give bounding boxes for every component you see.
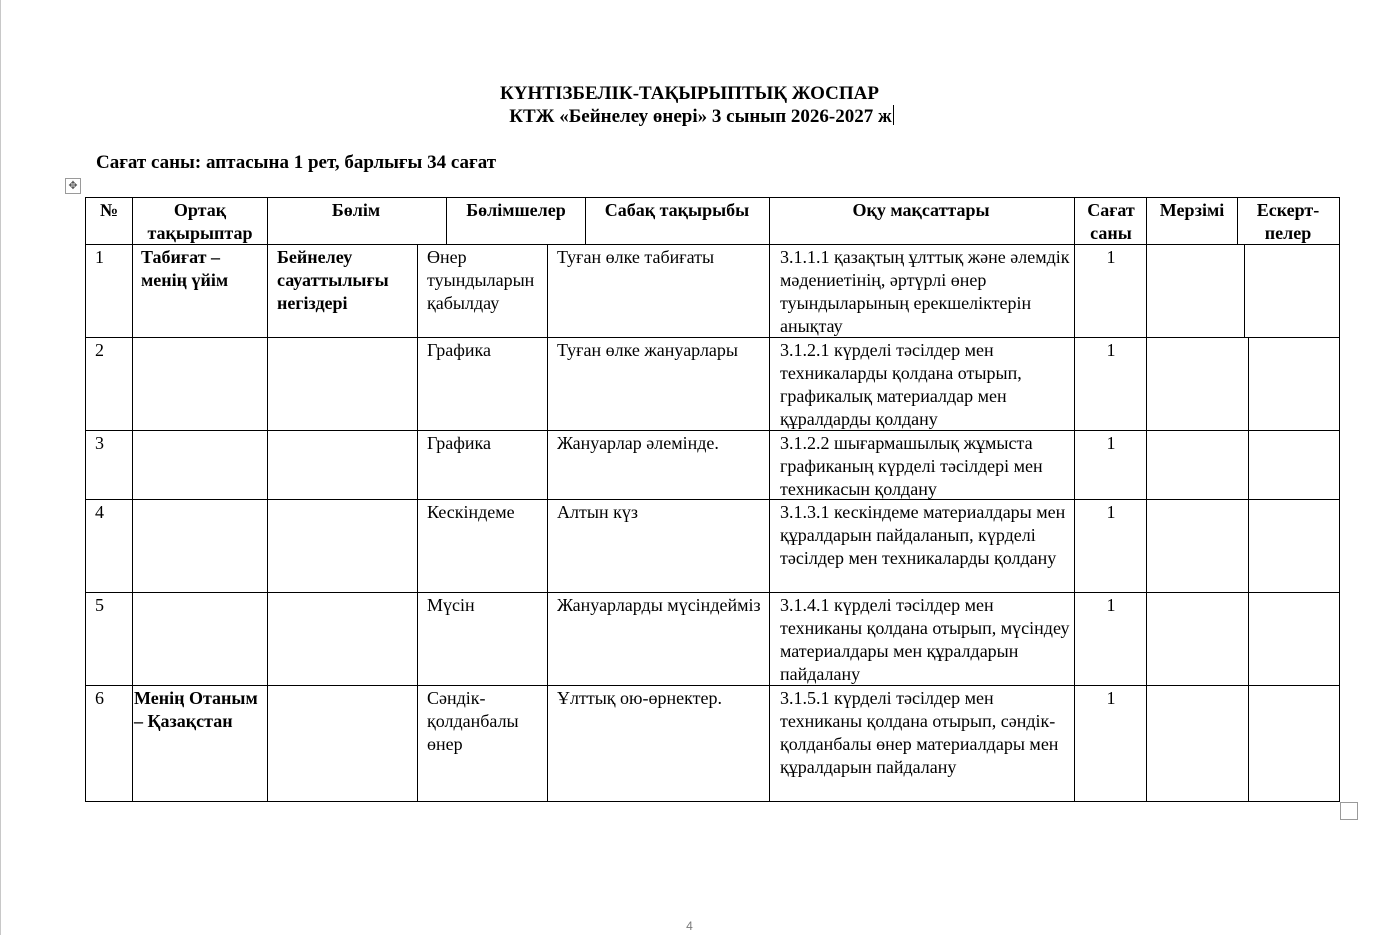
table-column-divider bbox=[85, 430, 86, 500]
table-column-divider bbox=[267, 244, 268, 338]
cell-hours: 1 bbox=[1106, 247, 1116, 267]
table-column-divider bbox=[1339, 244, 1340, 338]
table-column-divider bbox=[1074, 244, 1075, 338]
table-column-divider bbox=[1146, 430, 1147, 500]
cell-learning-objective: 3.1.5.1 күрделі тәсілдер мен техниканы қолдана отырып, сәндік-қолданбалы өнер материалдары мен құралдарын пайдалану bbox=[780, 688, 1059, 777]
table-column-divider bbox=[1248, 685, 1249, 802]
cell-hours: 1 bbox=[1106, 688, 1116, 708]
cell-common-topic: Табиғат – менің үйім bbox=[141, 247, 229, 290]
cell-number: 1 bbox=[95, 247, 104, 267]
table-row-divider bbox=[85, 244, 1340, 245]
table-column-divider bbox=[1339, 592, 1340, 686]
cell-lesson-topic: Туған өлке табиғаты bbox=[557, 247, 715, 267]
table-column-divider bbox=[769, 592, 770, 686]
cell-lesson-topic: Жануарларды мүсіндейміз bbox=[557, 595, 761, 615]
table-column-divider bbox=[1074, 197, 1075, 245]
cell-subsection: Кескіндеме bbox=[427, 502, 515, 522]
cell-lesson-topic: Туған өлке жануарлары bbox=[557, 340, 739, 360]
table-column-divider bbox=[85, 592, 86, 686]
table-column-divider bbox=[1074, 685, 1075, 802]
table-row-divider bbox=[85, 430, 1340, 431]
table-column-divider bbox=[1339, 430, 1340, 500]
table-row-divider bbox=[85, 801, 1340, 802]
cell-subsection: Өнер туындыларын қабылдау bbox=[427, 247, 535, 313]
cell-number: 6 bbox=[95, 688, 104, 708]
text-cursor bbox=[893, 105, 894, 125]
cell-number: 5 bbox=[95, 595, 104, 615]
header-learning-objectives: Оқу мақсаттары bbox=[852, 200, 990, 220]
table-column-divider bbox=[267, 592, 268, 686]
cell-learning-objective: 3.1.4.1 күрделі тәсілдер мен техниканы қолдана отырып, мүсіндеу материалдары мен құралдарын пайдалану bbox=[780, 595, 1070, 684]
table-column-divider bbox=[132, 244, 133, 338]
table-column-divider bbox=[85, 337, 86, 431]
cell-lesson-topic: Алтын күз bbox=[557, 502, 638, 522]
table-column-divider bbox=[547, 499, 548, 593]
cell-number: 3 bbox=[95, 433, 104, 453]
table-column-divider bbox=[1146, 592, 1147, 686]
header-date: Мерзімі bbox=[1159, 200, 1225, 220]
table-column-divider bbox=[85, 685, 86, 802]
cell-section: Бейнелеу сауаттылығы негіздері bbox=[277, 247, 389, 313]
cell-learning-objective: 3.1.2.1 күрделі тәсілдер мен техникаларды қолдана отырып, графикалық материалдар мен құралдарды қолдану bbox=[780, 340, 1022, 429]
cell-hours: 1 bbox=[1106, 502, 1116, 522]
table-column-divider bbox=[769, 197, 770, 245]
table-column-divider bbox=[547, 430, 548, 500]
table-column-divider bbox=[1339, 337, 1340, 431]
table-column-divider bbox=[1339, 197, 1340, 245]
table-column-divider bbox=[417, 244, 418, 338]
table-column-divider bbox=[769, 685, 770, 802]
table-column-divider bbox=[1146, 685, 1147, 802]
table-column-divider bbox=[769, 337, 770, 431]
table-row-divider bbox=[85, 499, 1340, 500]
table-column-divider bbox=[1248, 430, 1249, 500]
table-column-divider bbox=[1339, 499, 1340, 593]
cell-number: 4 bbox=[95, 502, 104, 522]
table-column-divider bbox=[769, 244, 770, 338]
hours-info: Сағат саны: аптасына 1 рет, барлығы 34 сағат bbox=[96, 152, 497, 173]
table-row-divider bbox=[85, 592, 1340, 593]
header-hours: Сағат саны bbox=[1087, 200, 1135, 243]
header-notes: Ескерт-пелер bbox=[1256, 200, 1320, 243]
table-column-divider bbox=[417, 592, 418, 686]
table-column-divider bbox=[132, 197, 133, 245]
table-column-divider bbox=[547, 337, 548, 431]
table-column-divider bbox=[132, 499, 133, 593]
table-column-divider bbox=[1074, 592, 1075, 686]
table-column-divider bbox=[1146, 244, 1147, 338]
cell-hours: 1 bbox=[1106, 340, 1116, 360]
header-subsection: Бөлімшелер bbox=[466, 200, 566, 220]
cell-number: 2 bbox=[95, 340, 104, 360]
table-column-divider bbox=[1248, 337, 1249, 431]
cell-subsection: Графика bbox=[427, 340, 492, 360]
table-column-divider bbox=[132, 430, 133, 500]
cell-subsection: Мүсін bbox=[427, 595, 475, 615]
table-column-divider bbox=[769, 430, 770, 500]
table-column-divider bbox=[547, 592, 548, 686]
title-line-2 bbox=[0, 105, 1379, 128]
table-column-divider bbox=[267, 430, 268, 500]
table-column-divider bbox=[1244, 244, 1245, 338]
table-row-divider bbox=[85, 337, 1340, 338]
table-column-divider bbox=[417, 499, 418, 593]
table-column-divider bbox=[132, 337, 133, 431]
cell-hours: 1 bbox=[1106, 433, 1116, 453]
cell-learning-objective: 3.1.3.1 кескіндеме материалдары мен құралдарын пайдаланып, күрделі тәсілдер мен техникаларды қолдану bbox=[780, 502, 1066, 568]
cell-learning-objective: 3.1.2.2 шығармашылық жұмыста графиканың күрделі тәсілдері мен техникасын қолдану bbox=[780, 433, 1043, 499]
table-column-divider bbox=[585, 197, 586, 245]
table-column-divider bbox=[1074, 430, 1075, 500]
table-column-divider bbox=[1339, 685, 1340, 802]
header-number: № bbox=[99, 200, 119, 220]
cell-hours: 1 bbox=[1106, 595, 1116, 615]
header-section: Бөлім bbox=[331, 200, 381, 220]
title-line-1: КҮНТІЗБЕЛІК-ТАҚЫРЫПТЫҚ ЖОСПАР bbox=[500, 83, 879, 104]
header-lesson-topic: Сабақ тақырыбы bbox=[604, 200, 750, 220]
table-column-divider bbox=[1146, 499, 1147, 593]
table-column-divider bbox=[85, 197, 86, 245]
page-edge bbox=[0, 0, 1, 935]
title-line-2-text: КТЖ «Бейнелеу өнері» 3 сынып 2026-2027 ж bbox=[509, 106, 892, 127]
table-column-divider bbox=[547, 244, 548, 338]
table-row-divider bbox=[85, 685, 1340, 686]
table-column-divider bbox=[1146, 197, 1147, 245]
table-column-divider bbox=[417, 430, 418, 500]
table-column-divider bbox=[417, 685, 418, 802]
cell-lesson-topic: Ұлттық ою-өрнектер. bbox=[557, 688, 722, 708]
cell-learning-objective: 3.1.1.1 қазақтың ұлттық және әлемдік мәдениетінің, әртүрлі өнер туындыларының ерекшеліктерін анықтау bbox=[780, 247, 1070, 336]
table-column-divider bbox=[446, 197, 447, 245]
table-resize-handle-icon[interactable] bbox=[1340, 802, 1358, 820]
table-column-divider bbox=[1248, 592, 1249, 686]
table-column-divider bbox=[267, 685, 268, 802]
table-column-divider bbox=[1074, 499, 1075, 593]
table-column-divider bbox=[1074, 337, 1075, 431]
table-column-divider bbox=[267, 499, 268, 593]
document-title bbox=[0, 82, 1379, 128]
cell-lesson-topic: Жануарлар әлемінде. bbox=[557, 433, 719, 453]
cell-common-topic: Менің Отаным – Қазақстан bbox=[134, 688, 258, 731]
table-border-top bbox=[85, 197, 1340, 198]
table-column-divider bbox=[547, 685, 548, 802]
page-number: 4 bbox=[686, 919, 693, 933]
cell-subsection: Сәндік-қолданбалы өнер bbox=[427, 688, 519, 754]
table-column-divider bbox=[769, 499, 770, 593]
table-column-divider bbox=[85, 499, 86, 593]
table-column-divider bbox=[267, 337, 268, 431]
table-column-divider bbox=[1248, 499, 1249, 593]
table-column-divider bbox=[1146, 337, 1147, 431]
table-column-divider bbox=[1237, 197, 1238, 245]
header-common-topics: Ортақ тақырыптар bbox=[147, 200, 253, 243]
table-column-divider bbox=[132, 685, 133, 802]
table-column-divider bbox=[85, 244, 86, 338]
table-move-handle-icon[interactable]: ✥ bbox=[65, 178, 81, 194]
table-column-divider bbox=[132, 592, 133, 686]
table-column-divider bbox=[417, 337, 418, 431]
cell-subsection: Графика bbox=[427, 433, 492, 453]
